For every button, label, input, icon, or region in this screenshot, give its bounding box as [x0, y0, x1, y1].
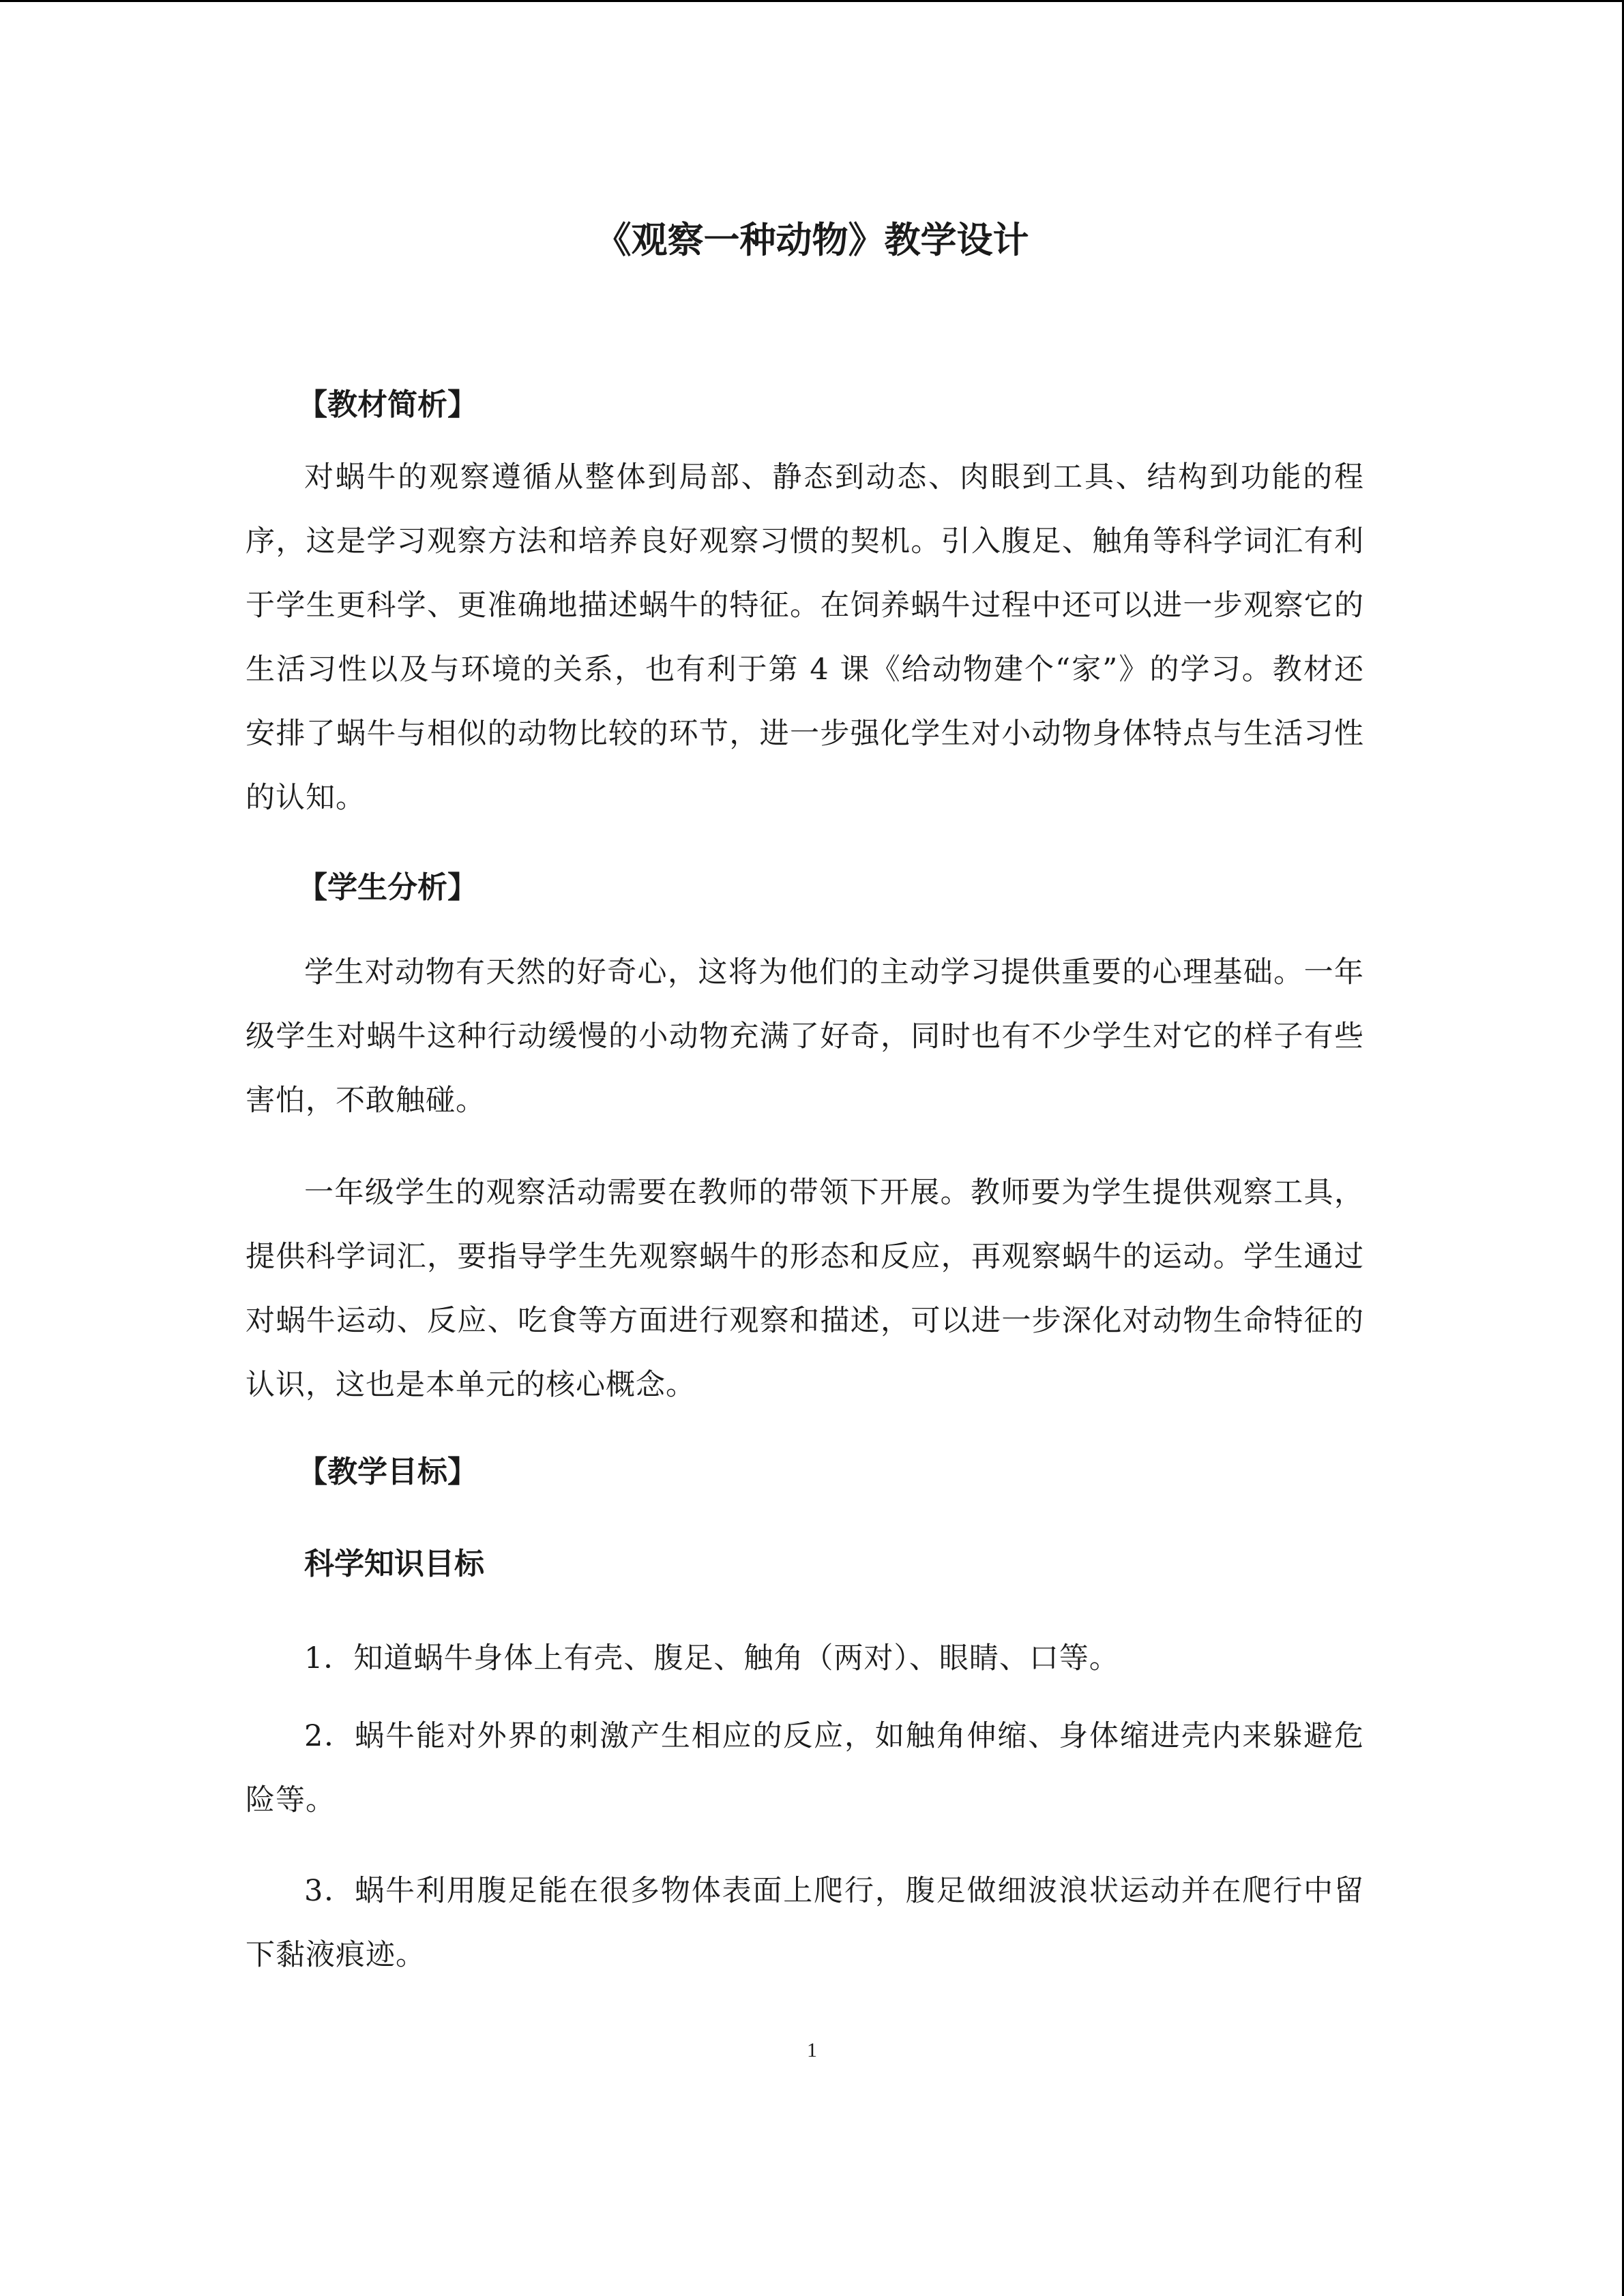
paragraph-textbook-analysis: 对蜗牛的观察遵循从整体到局部、静态到动态、肉眼到工具、结构到功能的程序，这是学习观察方法和培养良好观察习惯的契机。引入腹足、触角等科学词汇有利于学生更科学、更准确地描述蜗牛的特征。在饲养蜗牛过程中还可以进一步观察它的生活习性以及与环境的关系，也有利于第 4 课《给动物建个“家”》的学习。教材还安排了蜗牛与相似的动物比较的环节，进一步强化学生对小动物身体特点与生活习性的认知。: [246, 460, 1364, 815]
page-number: 1: [807, 2039, 817, 2061]
subheading-science-knowledge: 科学知识目标: [304, 1547, 484, 1581]
section-heading-teaching-goals: 【教学目标】: [297, 1455, 477, 1489]
goal-item-3: 3．蜗牛利用腹足能在很多物体表面上爬行，腹足做细波浪状运动并在爬行中留下黏液痕迹。: [246, 1874, 1364, 1972]
paragraph-student-analysis-1: 学生对动物有天然的好奇心，这将为他们的主动学习提供重要的心理基础。一年级学生对蜗牛这种行动缓慢的小动物充满了好奇，同时也有不少学生对它的样子有些害怕，不敢触碰。: [246, 955, 1364, 1118]
page-title: 《观察一种动物》教学设计: [595, 220, 1029, 261]
goal-item-1: 1．知道蜗牛身体上有壳、腹足、触角（两对）、眼睛、口等。: [304, 1641, 1119, 1675]
section-heading-student-analysis: 【学生分析】: [297, 870, 477, 905]
goal-item-2: 2．蜗牛能对外界的刺激产生相应的反应，如触角伸缩、身体缩进壳内来躲避危险等。: [246, 1719, 1364, 1817]
section-heading-textbook-analysis: 【教材简析】: [297, 387, 477, 422]
paragraph-student-analysis-2: 一年级学生的观察活动需要在教师的带领下开展。教师要为学生提供观察工具，提供科学词汇，要指导学生先观察蜗牛的形态和反应，再观察蜗牛的运动。学生通过对蜗牛运动、反应、吃食等方面进行观察和描述，可以进一步深化对动物生命特征的认识，这也是本单元的核心概念。: [246, 1176, 1364, 1402]
